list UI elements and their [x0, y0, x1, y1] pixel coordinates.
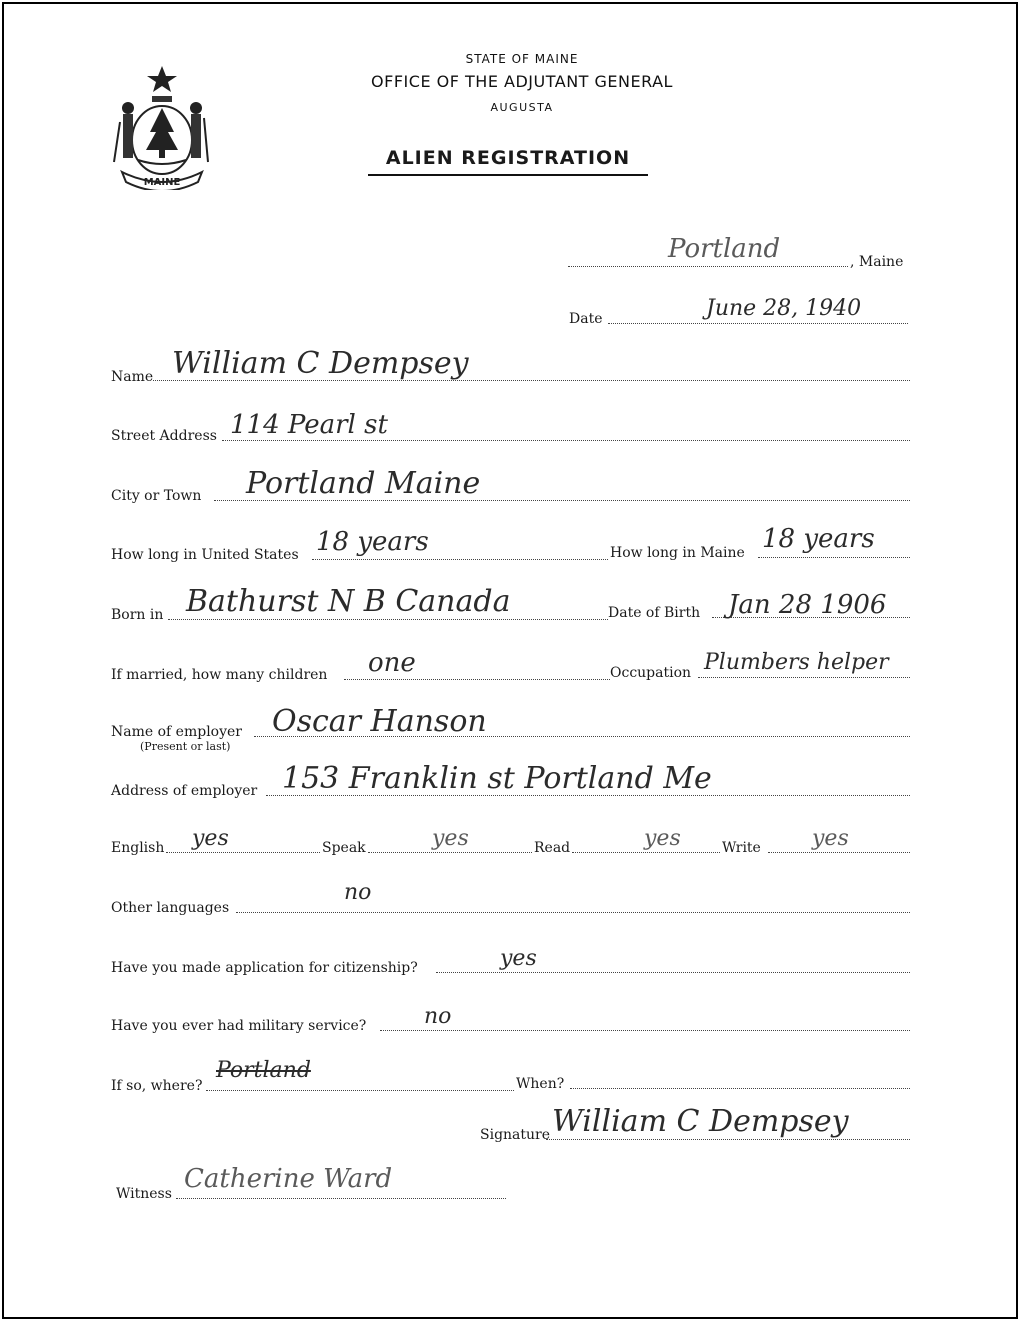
occupation-line: [698, 677, 910, 678]
name-label: Name: [111, 369, 154, 385]
how-long-maine-line: [758, 557, 910, 558]
witness-line: [176, 1198, 506, 1199]
military-label: Have you ever had military service?: [111, 1018, 367, 1034]
when-line: [570, 1088, 910, 1089]
date-of-birth-label: Date of Birth: [608, 605, 701, 621]
speak-value: yes: [432, 826, 469, 851]
date-of-birth-value: Jan 28 1906: [728, 590, 887, 620]
city-value: Portland Maine: [246, 466, 481, 501]
signature-value: William C Dempsey: [552, 1104, 849, 1139]
other-languages-value: no: [344, 880, 372, 905]
street-address-label: Street Address: [111, 428, 217, 444]
employer-name-value: Oscar Hanson: [272, 704, 487, 739]
english-line: [166, 852, 320, 853]
city-label: City or Town: [111, 488, 202, 504]
if-so-where-value: Portland: [216, 1058, 311, 1083]
date-value: June 28, 1940: [706, 296, 862, 321]
children-line: [344, 679, 610, 680]
born-in-line: [168, 619, 608, 620]
street-address-value: 114 Pearl st: [230, 410, 388, 440]
date-line: [608, 323, 908, 324]
signature-line: [546, 1139, 910, 1140]
speak-label: Speak: [322, 840, 366, 856]
header-state: STATE OF MAINE: [465, 52, 579, 66]
header-city: AUGUSTA: [490, 101, 554, 114]
read-value: yes: [644, 826, 681, 851]
write-label: Write: [722, 840, 761, 856]
write-line: [768, 852, 910, 853]
english-label: English: [111, 840, 165, 856]
employer-note-label: (Present or last): [140, 740, 231, 753]
read-label: Read: [534, 840, 571, 856]
date-label: Date: [569, 311, 603, 327]
military-line: [380, 1030, 910, 1031]
read-line: [572, 852, 720, 853]
place-line: [568, 266, 848, 267]
employer-address-label: Address of employer: [111, 783, 258, 799]
write-value: yes: [812, 826, 849, 851]
header-office: OFFICE OF THE ADJUTANT GENERAL: [371, 72, 673, 91]
children-label: If married, how many children: [111, 667, 328, 683]
how-long-us-value: 18 years: [316, 527, 429, 557]
signature-label: Signature: [480, 1127, 551, 1143]
when-label: When?: [516, 1076, 565, 1092]
born-in-label: Born in: [111, 607, 164, 623]
seal-text: MAINE: [143, 177, 181, 188]
other-languages-label: Other languages: [111, 900, 230, 916]
military-value: no: [424, 1004, 452, 1029]
how-long-us-label: How long in United States: [111, 547, 299, 563]
how-long-maine-label: How long in Maine: [610, 545, 745, 561]
if-so-where-label: If so, where?: [111, 1078, 203, 1094]
witness-value: Catherine Ward: [184, 1164, 393, 1194]
other-languages-line: [236, 912, 910, 913]
occupation-value: Plumbers helper: [704, 650, 889, 675]
street-address-line: [222, 440, 910, 441]
children-value: one: [368, 648, 416, 678]
born-in-value: Bathurst N B Canada: [186, 584, 511, 619]
place-value: Portland: [668, 234, 781, 264]
how-long-us-line: [312, 559, 608, 560]
name-value: William C Dempsey: [172, 346, 469, 381]
maine-suffix-label: , Maine: [850, 254, 904, 270]
witness-label: Witness: [116, 1186, 172, 1202]
employer-address-value: 153 Franklin st Portland Me: [282, 761, 712, 796]
english-value: yes: [192, 826, 229, 851]
speak-line: [368, 852, 532, 853]
citizenship-label: Have you made application for citizenship?: [111, 960, 418, 976]
if-so-where-line: [206, 1090, 514, 1091]
citizenship-value: yes: [500, 946, 537, 971]
title-underline: [368, 174, 648, 176]
occupation-label: Occupation: [610, 665, 692, 681]
form-title: ALIEN REGISTRATION: [385, 147, 631, 169]
employer-name-label: Name of employer: [111, 724, 242, 740]
how-long-maine-value: 18 years: [762, 524, 875, 554]
citizenship-line: [436, 972, 910, 973]
